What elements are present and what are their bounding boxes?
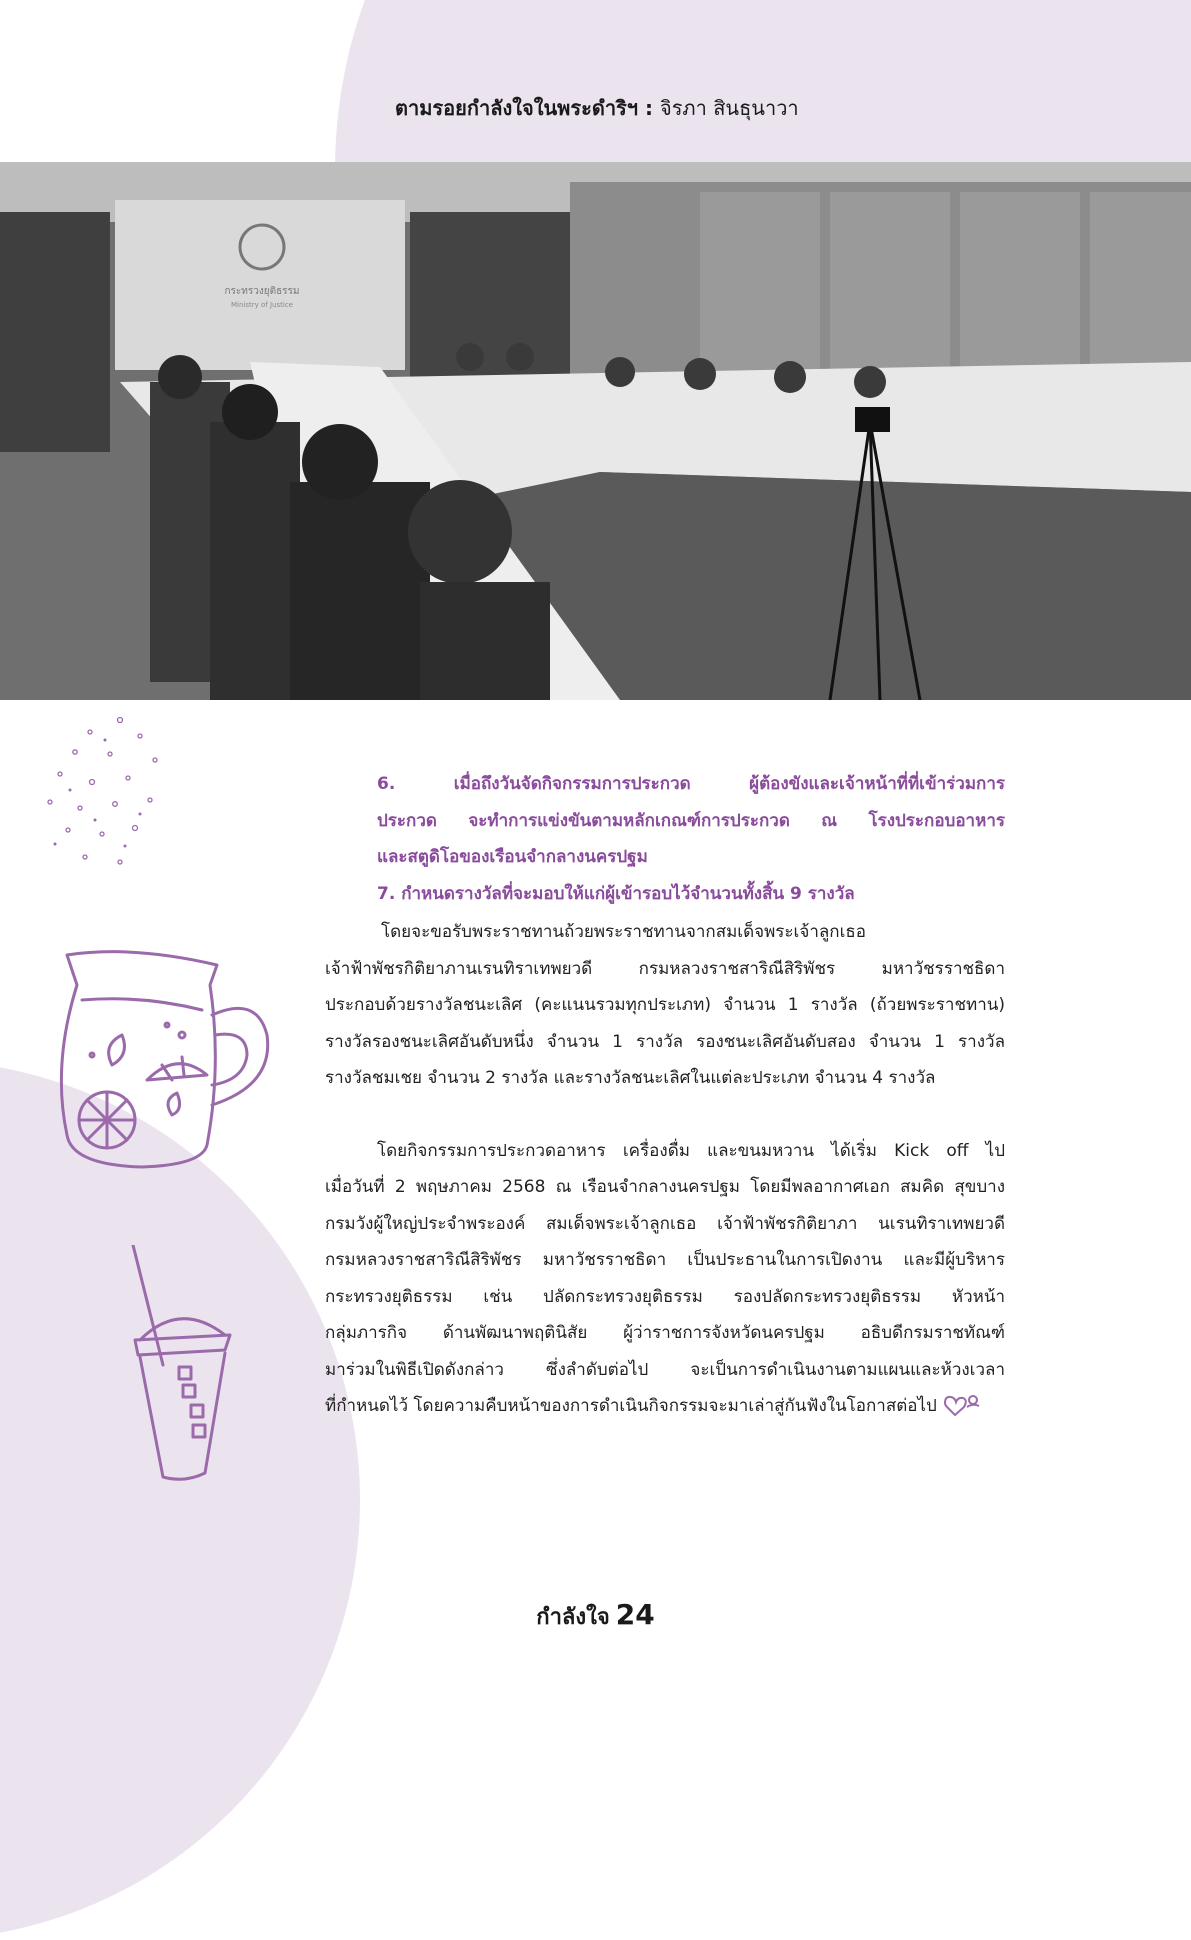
running-header xyxy=(395,92,799,124)
item-6-line-1: 6. เมื่อถึงวันจัดกิจกรรมการประกวด ผู้ต้องขังและเจ้าหน้าที่ที่เข้าร่วมการ xyxy=(377,774,1005,794)
awards-line-2: เจ้าฟ้าพัชรกิติยาภานเรนทิราเทพยวดี กรมหลวงราชสาริณีสิริพัชร มหาวัชรราชธิดา xyxy=(325,958,1005,979)
wall-sign-english: Ministry of Justice xyxy=(231,301,293,309)
kickoff-line-2: เมื่อวันที่ 2 พฤษภาคม 2568 ณ เรือนจำกลางนครปฐม โดยมีพลอากาศเอก สมคิด สุขบาง xyxy=(325,1177,1005,1197)
item-6-line-3: และสตูดิโอของเรือนจำกลางนครปฐม xyxy=(377,847,648,867)
wall-sign-thai: กระทรวงยุติธรรม xyxy=(224,286,300,297)
item-6-line-2: ประกวด จะทำการแข่งขันตามหลักเกณฑ์การประกวด ณ โรงประกอบอาหาร xyxy=(377,810,1005,831)
kickoff-line-4: กรมหลวงราชสาริณีสิริพัชร มหาวัชรราชธิดา เป็นประธานในการเปิดงาน และมีผู้บริหาร xyxy=(325,1250,1005,1270)
kickoff-paragraph xyxy=(325,1133,1005,1425)
kickoff-line-8-text: ที่กำหนดไว้ โดยความคืบหน้าของการดำเนินกิจกรรมจะมาเล่าสู่กันฟังในโอกาสต่อไป xyxy=(325,1396,937,1416)
awards-line-3: ประกอบด้วยรางวัลชนะเลิศ (คะแนนรวมทุกประเภท) จำนวน 1 รางวัล (ถ้วยพระราชทาน) xyxy=(325,995,1005,1015)
awards-line-5: รางวัลชมเชย จำนวน 2 รางวัล และรางวัลชนะเลิศในแต่ละประเภท จำนวน 4 รางวัล xyxy=(325,1068,936,1088)
header-separator: : xyxy=(645,96,653,120)
heart-doodle-icon xyxy=(941,1393,983,1419)
kickoff-line-5: กระทรวงยุติธรรม เช่น ปลัดกระทรวงยุติธรรม รองปลัดกระทรวงยุติธรรม หัวหน้า xyxy=(325,1286,1005,1307)
footer-label: กำลังใจ xyxy=(536,1605,610,1630)
item-6 xyxy=(325,766,1005,876)
item-7: 7. กำหนดรางวัลที่จะมอบให้แก่ผู้เข้ารอบไว้จำนวนทั้งสิ้น 9 รางวัล xyxy=(377,883,855,904)
awards-paragraph xyxy=(325,914,1005,1097)
article-body xyxy=(325,766,1005,1425)
kickoff-line-3: กรมวังผู้ใหญ่ประจำพระองค์ สมเด็จพระเจ้าลูกเธอ เจ้าฟ้าพัชรกิติยาภา นเรนทิราเทพยวดี xyxy=(325,1213,1005,1234)
awards-line-4: รางวัลรองชนะเลิศอันดับหนึ่ง จำนวน 1 รางวัล รองชนะเลิศอันดับสอง จำนวน 1 รางวัล xyxy=(325,1031,1005,1052)
kickoff-line-7: มาร่วมในพิธีเปิดดังกล่าว ซึ่งลำดับต่อไป จะเป็นการดำเนินงานตามแผนและห้วงเวลา xyxy=(325,1359,1005,1380)
kickoff-line-8 xyxy=(325,1388,1005,1425)
sparkle-dots-icon xyxy=(30,712,180,872)
background-circle-bottom xyxy=(0,1060,360,1940)
awards-line-1: โดยจะขอรับพระราชทานถ้วยพระราชทานจากสมเด็จพระเจ้าลูกเธอ xyxy=(381,922,866,942)
page-number: 24 xyxy=(615,1598,655,1631)
kickoff-line-6: กลุ่มภารกิจ ด้านพัฒนาพฤตินิสัย ผู้ว่าราชการจังหวัดนครปฐม อธิบดีกรมราชทัณฑ์ xyxy=(325,1323,1005,1343)
fruit-water-jug-icon xyxy=(52,945,292,1175)
meeting-room-photo xyxy=(0,162,1191,700)
iced-drink-cup-icon xyxy=(125,1245,255,1485)
header-title: ตามรอยกำลังใจในพระดำริฯ xyxy=(395,96,639,120)
kickoff-line-1: โดยกิจกรรมการประกวดอาหาร เครื่องดื่ม และขนมหวาน ได้เริ่ม Kick off ไป xyxy=(377,1140,1005,1161)
page-footer xyxy=(0,1598,1191,1634)
header-author: จิรภา สินธุนาวา xyxy=(659,96,799,120)
